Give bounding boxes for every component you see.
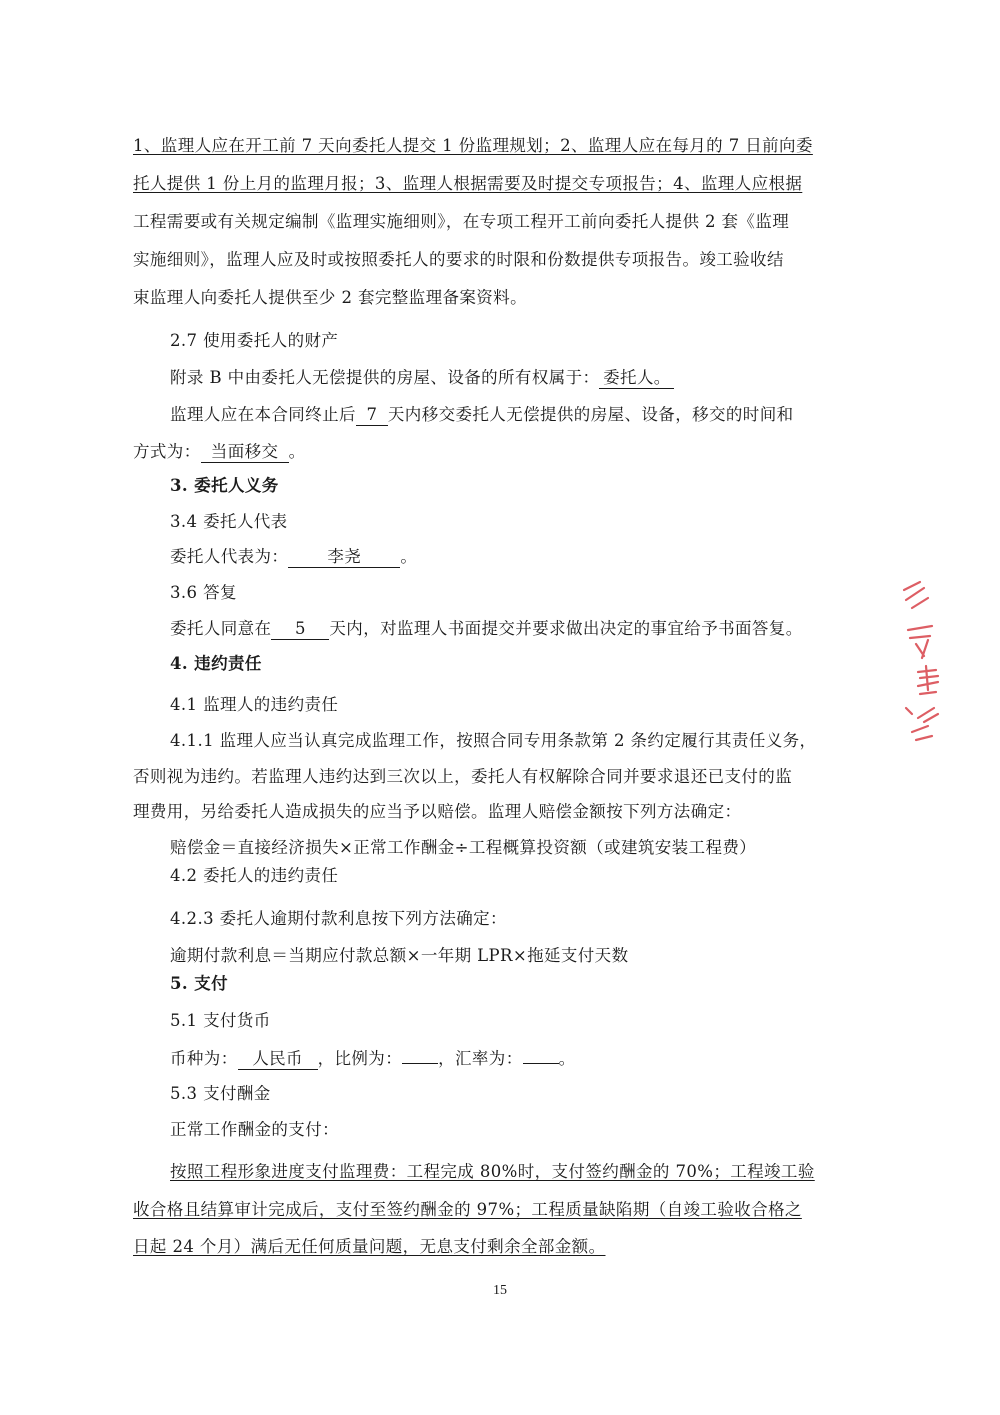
heading-2-7: 2.7 使用委托人的财产 <box>170 331 339 350</box>
normal-fee-label: 正常工作酬金的支付： <box>170 1120 339 1139</box>
ratio-label: ，比例为： <box>317 1049 403 1068</box>
para1-line1: 1、监理人应在开工前 7 天向委托人提交 1 份监理规划；2、监理人应在每月的 7 日前向委 <box>133 136 813 155</box>
heading-4-1: 4.1 监理人的违约责任 <box>170 695 339 714</box>
reply-text: 天内，对监理人书面提交并要求做出决定的事宜给予书面答复。 <box>329 619 803 638</box>
handover-line <box>170 403 794 427</box>
handover-method-line <box>133 440 306 464</box>
handover-method-label: 方式为： <box>133 442 201 461</box>
currency-label: 币种为： <box>170 1049 238 1068</box>
handover-method-end: 。 <box>288 442 306 461</box>
representative-line <box>170 545 417 569</box>
heading-5: 5. 支付 <box>170 974 228 993</box>
currency-end: 。 <box>558 1049 576 1068</box>
representative-label: 委托人代表为： <box>170 547 289 566</box>
heading-3-4: 3.4 委托人代表 <box>170 512 288 531</box>
clause-4-2-3: 4.2.3 委托人逾期付款利息按下列方法确定： <box>170 909 507 928</box>
property-owner-value: 委托人。 <box>599 368 674 389</box>
handover-label: 监理人应在本合同终止后 <box>170 405 356 424</box>
ratio-blank <box>402 1045 438 1064</box>
representative-value: 李尧 <box>288 547 400 568</box>
property-owner-label: 附录 B 中由委托人无偿提供的房屋、设备的所有权属于： <box>170 368 600 387</box>
heading-5-3: 5.3 支付酬金 <box>170 1084 271 1103</box>
heading-4: 4. 违约责任 <box>170 654 262 673</box>
property-owner-line <box>170 366 674 390</box>
payment-line3: 日起 24 个月）满后无任何质量问题，无息支付剩余全部金额。 <box>133 1237 606 1256</box>
representative-end: 。 <box>400 547 418 566</box>
handover-text: 天内移交委托人无偿提供的房屋、设备，移交的时间和 <box>387 405 794 424</box>
clause-4-1-1-line1: 4.1.1 监理人应当认真完成监理工作，按照合同专用条款第 2 条约定履行其责任义务， <box>170 731 817 750</box>
para1-line4: 实施细则》，监理人应及时或按照委托人的要求的时限和份数提供专项报告。竣工验收结 <box>133 250 784 269</box>
reply-days-value: 5 <box>271 619 329 640</box>
para1-line5: 束监理人向委托人提供至少 2 套完整监理备案资料。 <box>133 288 527 307</box>
reply-line <box>170 617 803 641</box>
interest-formula: 逾期付款利息＝当期应付款总额×一年期 LPR×拖延支付天数 <box>170 946 629 965</box>
page-number: 15 <box>493 1283 507 1298</box>
heading-3-6: 3.6 答复 <box>170 583 237 602</box>
heading-5-1: 5.1 支付货币 <box>170 1011 271 1030</box>
heading-4-2: 4.2 委托人的违约责任 <box>170 866 339 885</box>
clause-4-1-1-line3: 理费用，另给委托人造成损失的应当予以赔偿。监理人赔偿金额按下列方法确定： <box>133 802 742 821</box>
handover-days-value: 7 <box>356 405 388 426</box>
payment-line2: 收合格且结算审计完成后，支付至签约酬金的 97%；工程质量缺陷期（自竣工验收合格之 <box>133 1200 802 1219</box>
payment-line1: 按照工程形象进度支付监理费：工程完成 80%时，支付签约酬金的 70%；工程竣工验 <box>170 1162 815 1181</box>
rate-blank <box>523 1045 559 1064</box>
reply-label: 委托人同意在 <box>170 619 272 638</box>
rate-label: ，汇率为： <box>438 1049 523 1068</box>
heading-3: 3. 委托人义务 <box>170 476 279 495</box>
currency-line <box>170 1045 576 1071</box>
seal-stamp-icon <box>898 578 944 758</box>
para1-line2: 托人提供 1 份上月的监理月报；3、监理人根据需要及时提交专项报告；4、监理人应根据 <box>133 174 803 193</box>
compensation-formula: 赔偿金＝直接经济损失×正常工作酬金÷工程概算投资额（或建筑安装工程费） <box>170 838 757 857</box>
para1-line3: 工程需要或有关规定编制《监理实施细则》，在专项工程开工前向委托人提供 2 套《监理 <box>133 212 790 231</box>
clause-4-1-1-line2: 否则视为违约。若监理人违约达到三次以上，委托人有权解除合同并要求退还已支付的监 <box>133 767 793 786</box>
handover-method-value: 当面移交 <box>201 442 289 463</box>
currency-value: 人民币 <box>238 1049 318 1070</box>
